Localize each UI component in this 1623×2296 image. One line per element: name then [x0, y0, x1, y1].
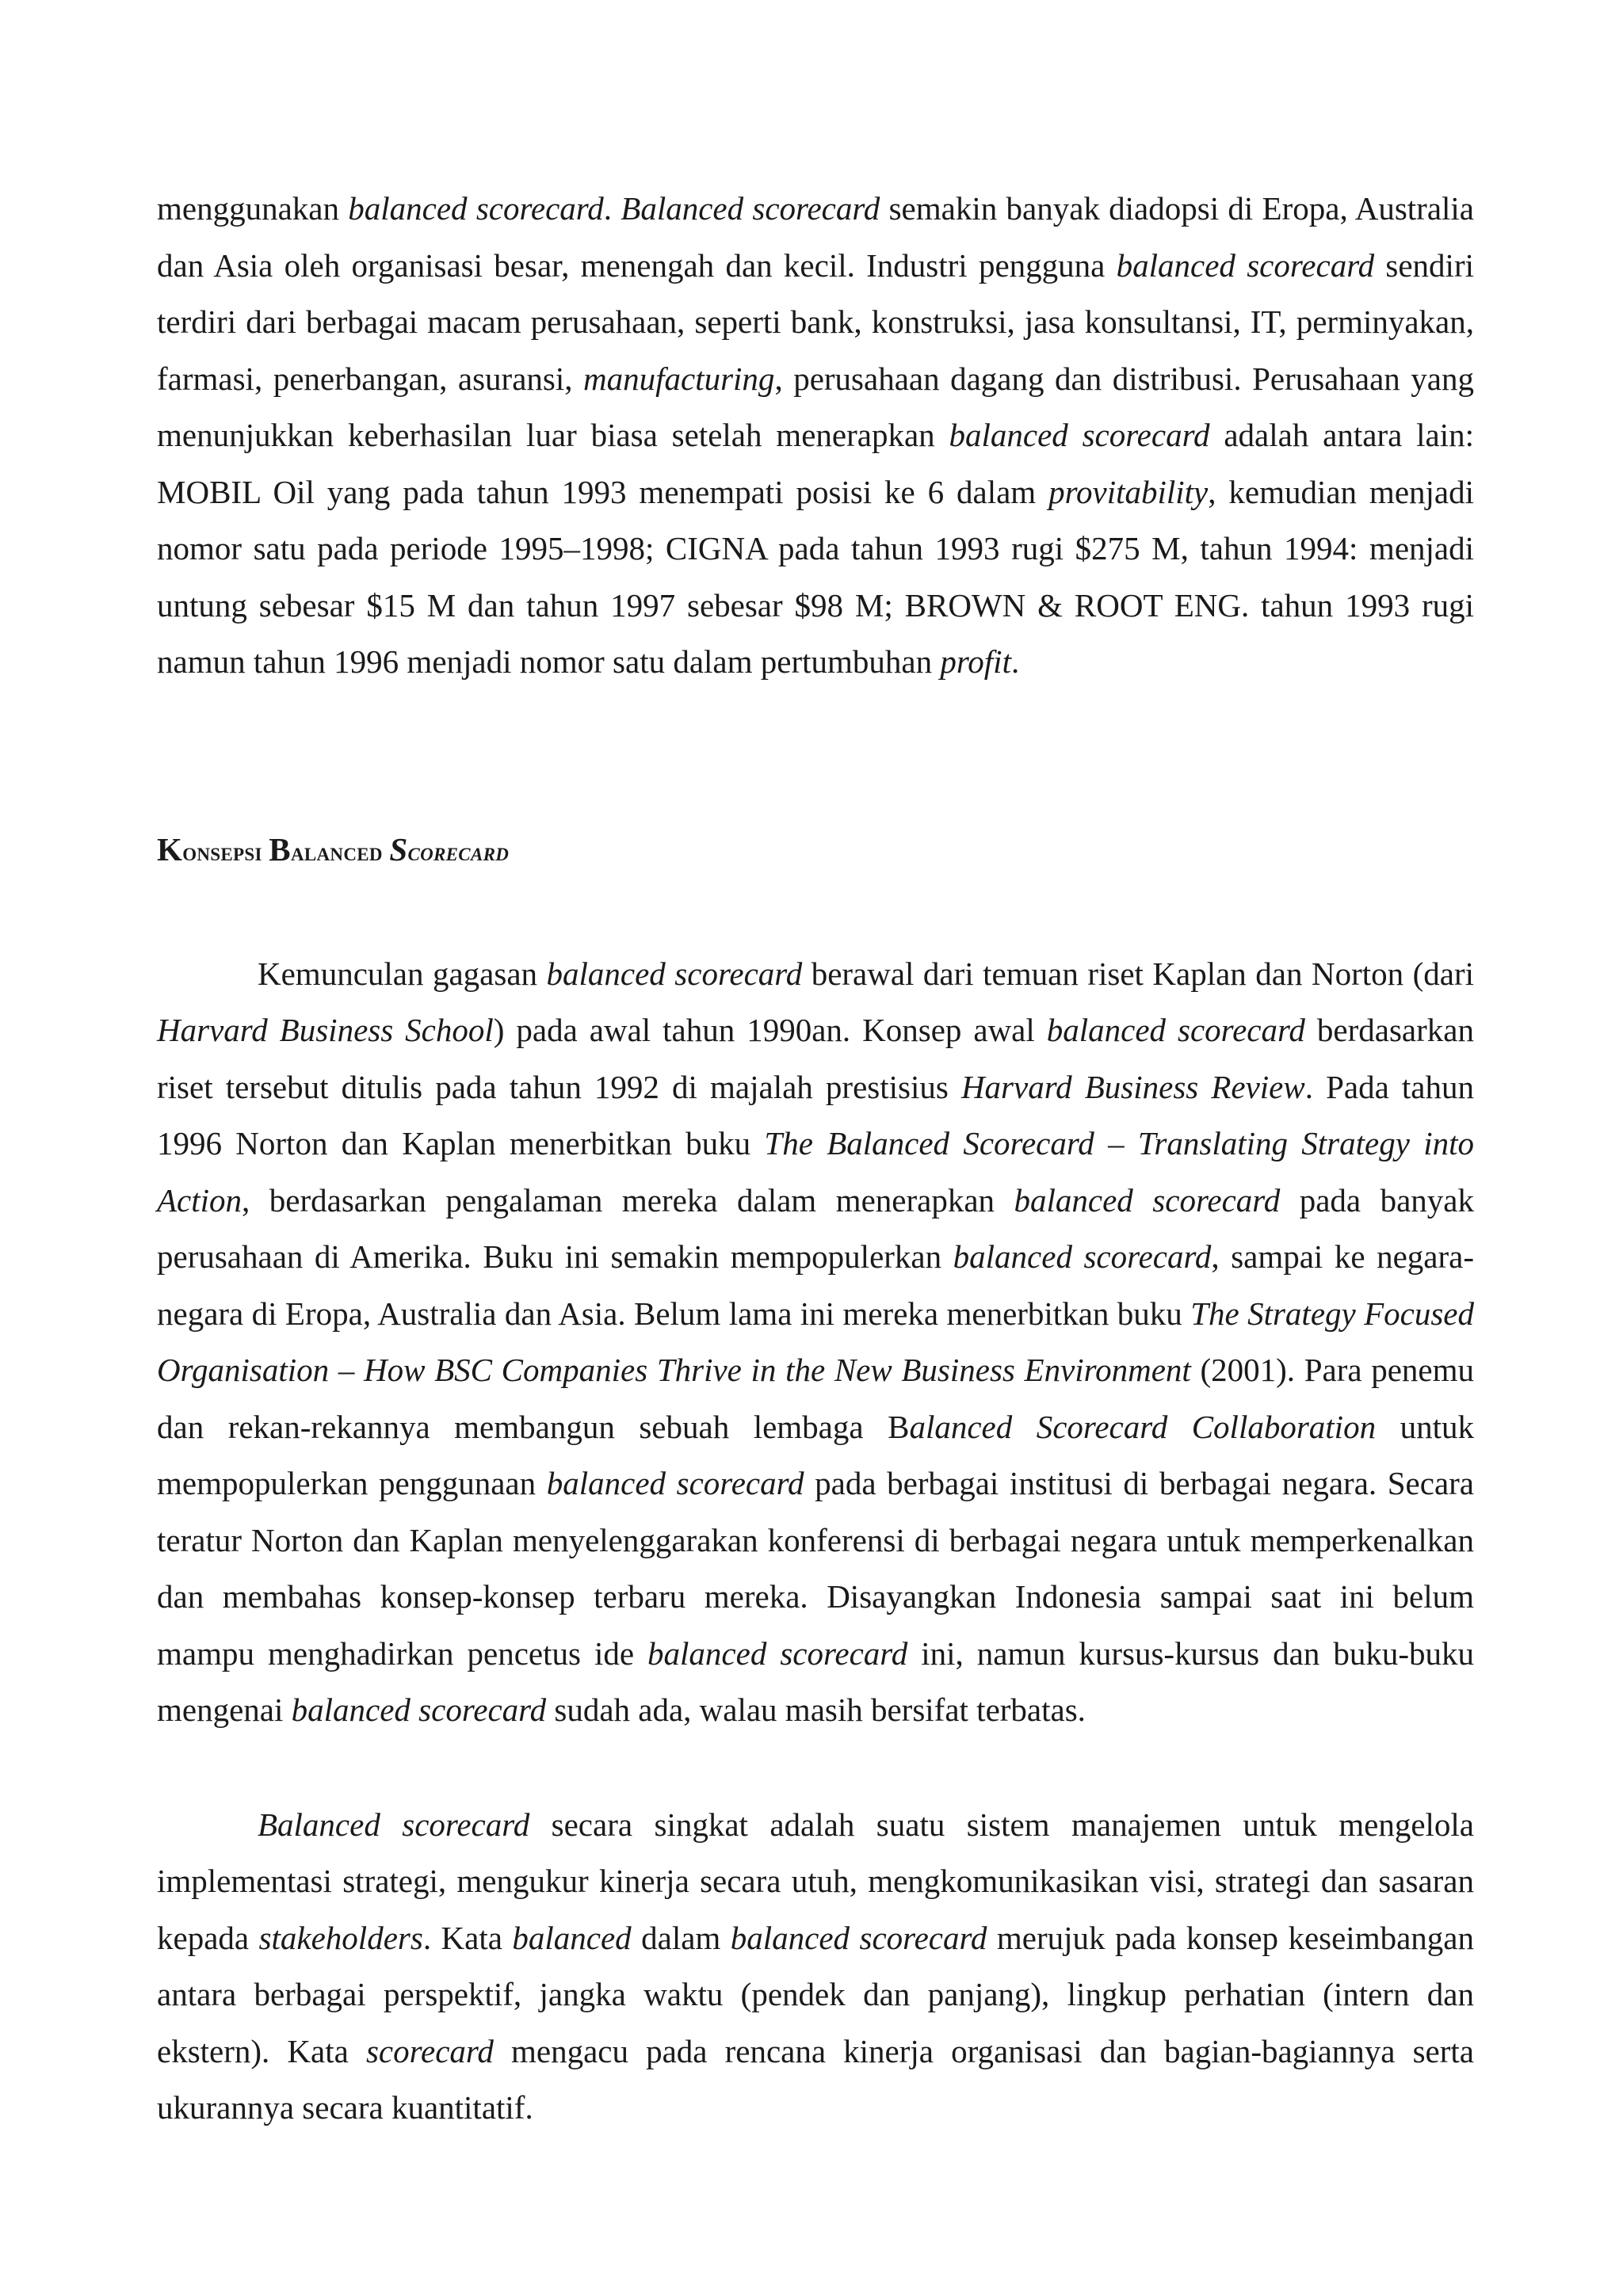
italic-term: balanced scorecard: [730, 1919, 987, 1956]
text-run: Kemunculan gagasan: [258, 955, 547, 992]
text-run: ini, namun kursus-kursus dan buku-buku mengenai: [157, 1634, 1474, 1728]
page-content: [157, 181, 1474, 2137]
text-run: , kemudian menjadi nomor satu pada periode 1995–1998; CIGNA pada tahun 1993 rugi $275 M, tahun 1994: menjadi untung sebesar $15 M dan tahun 1997 sebesar $98 M; BROWN & ROOT ENG. tahun 1993 rugi namun tahun 1996 menjadi nomor satu dalam pertumbuhan: [157, 473, 1475, 680]
text-run: .: [603, 190, 621, 227]
italic-term: balanced scorecard: [647, 1634, 908, 1672]
text-run: mengacu pada rencana kinerja organisasi dan bagian-bagiannya serta ukurannya secara kuantitatif.: [157, 2032, 1474, 2126]
italic-term: Harvard Business Review: [960, 1068, 1305, 1105]
text-run: secara singkat adalah suatu sistem manajemen untuk mengelola implementasi strategi, mengukur kinerja secara utuh, mengkomunikasikan visi, strategi dan sasaran kepada: [157, 1806, 1474, 1956]
heading-initial: S: [389, 830, 408, 868]
text-run: menggunakan: [157, 190, 349, 227]
text-run: sudah ada, walau masih bersifat terbatas.: [546, 1691, 1086, 1728]
italic-term: balanced scorecard: [1014, 1181, 1281, 1219]
italic-term: balanced scorecard: [348, 190, 604, 227]
text-run: semakin banyak diadopsi di Eropa, Australia dan Asia oleh organisasi besar, menengah dan kecil. Industri pengguna: [157, 190, 1474, 284]
text-run: . Pada tahun 1996 Norton dan Kaplan menerbitkan buku: [157, 1068, 1474, 1161]
text-run: , perusahaan dagang dan distribusi. Perusahaan yang menunjukkan keberhasilan luar biasa setelah menerapkan: [157, 360, 1474, 453]
heading-initial: B: [269, 830, 291, 868]
italic-term: provitability: [1048, 473, 1209, 510]
italic-term: balanced scorecard: [546, 1465, 804, 1501]
heading-initial: K: [157, 830, 183, 868]
italic-term: balanced: [512, 1919, 632, 1956]
italic-term: balanced scorecard: [291, 1691, 547, 1728]
text-run: (2001). Para penemu dan rekan-rekannya membangun sebuah lembaga B: [157, 1352, 1474, 1445]
italic-term: alanced Scorecard Collaboration: [909, 1408, 1377, 1445]
italic-term: balanced scorecard: [546, 955, 803, 992]
text-run: pada berbagai institusi di berbagai negara. Secara teratur Norton dan Kaplan menyelenggarakan konferensi di berbagai negara untuk memperkenalkan dan membahas konsep-konsep terbaru mereka. Disayangkan Indonesia sampai saat ini belum mampu menghadirkan pencetus ide: [157, 1465, 1474, 1672]
text-run: untuk mempopulerkan penggunaan: [157, 1408, 1474, 1501]
italic-term: stakeholders: [258, 1919, 423, 1956]
text-run: sendiri terdiri dari berbagai macam perusahaan, seperti bank, konstruksi, jasa konsultansi, IT, perminyakan, farmasi, penerbangan, asuransi,: [157, 246, 1474, 397]
italic-term: balanced scorecard: [949, 417, 1210, 453]
intro-paragraph: [157, 181, 1474, 691]
heading-word: onsepsi: [182, 837, 262, 867]
italic-term: The Strategy Focused Organisation – How BSC Companies Thrive in the New Business Environment: [157, 1295, 1474, 1388]
italic-term: Balanced scorecard: [258, 1806, 530, 1843]
italic-term: manufacturing: [583, 360, 775, 397]
text-run: . Kata: [422, 1919, 513, 1956]
italic-term: profit: [940, 643, 1011, 680]
italic-term: scorecard: [365, 2032, 494, 2069]
text-run: , berdasarkan pengalaman mereka dalam menerapkan: [242, 1181, 1014, 1219]
text-run: ) pada awal tahun 1990an. Konsep awal: [493, 1012, 1047, 1048]
italic-term: The Balanced Scorecard – Translating Strategy into Action: [157, 1125, 1474, 1219]
text-run: adalah antara lain: MOBIL Oil yang pada tahun 1993 menempati posisi ke 6 dalam: [157, 417, 1474, 510]
text-run: pada banyak perusahaan di Amerika. Buku ini semakin mempopulerkan: [157, 1181, 1474, 1275]
italic-term: balanced scorecard: [953, 1238, 1212, 1275]
text-run: dalam: [631, 1919, 731, 1956]
text-run: merujuk pada konsep keseimbangan antara berbagai perspektif, jangka waktu (pendek dan panjang), lingkup perhatian (intern dan ekstern). Kata: [157, 1919, 1474, 2069]
italic-term: balanced scorecard: [1116, 246, 1375, 284]
italic-term: Harvard Business School: [157, 1012, 494, 1048]
heading-word: corecard: [407, 837, 510, 867]
section-heading: [157, 830, 1474, 872]
definition-paragraph: [157, 1797, 1474, 2137]
history-paragraph: [157, 946, 1474, 1739]
text-run: , sampai ke negara-negara di Eropa, Australia dan Asia. Belum lama ini mereka menerbitkan buku: [157, 1238, 1474, 1332]
italic-term: Balanced scorecard: [621, 190, 880, 227]
text-run: berawal dari temuan riset Kaplan dan Norton (dari: [802, 955, 1474, 992]
heading-word: alanced: [290, 837, 383, 867]
italic-term: balanced scorecard: [1046, 1012, 1305, 1048]
text-run: berdasarkan riset tersebut ditulis pada tahun 1992 di majalah prestisius: [157, 1012, 1474, 1105]
text-run: .: [1010, 643, 1020, 680]
